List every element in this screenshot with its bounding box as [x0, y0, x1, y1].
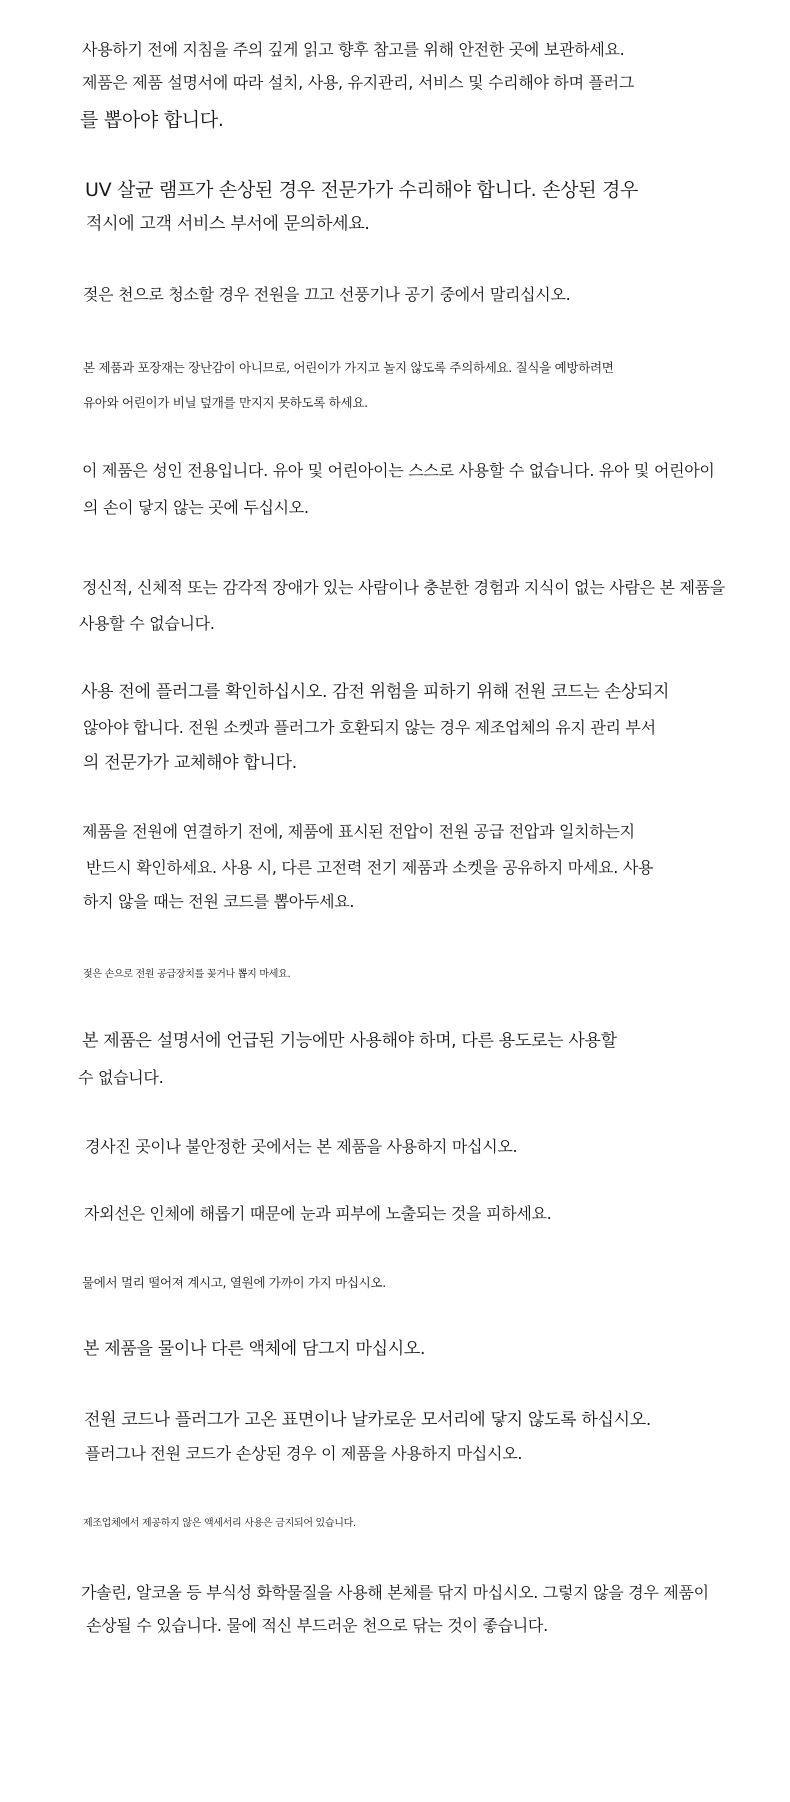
- paragraph-11-line-1: 경사진 곳이나 불안정한 곳에서는 본 제품을 사용하지 마십시오.: [85, 1137, 518, 1156]
- paragraph-1-line-1: 사용하기 전에 지침을 주의 깊게 읽고 향후 참고를 위해 안전한 곳에 보관하세요.: [82, 40, 625, 59]
- paragraph-4-line-2: 유아와 어린이가 비닐 덮개를 만지지 못하도록 하세요.: [83, 395, 368, 410]
- paragraph-3-line-1: 젖은 천으로 청소할 경우 전원을 끄고 선풍기나 공기 중에서 말리십시오.: [83, 285, 571, 304]
- paragraph-15-line-1: 전원 코드나 플러그가 고온 표면이나 날카로운 모서리에 닿지 않도록 하십시오.: [84, 1410, 651, 1430]
- paragraph-7-line-3: 의 전문가가 교체해야 합니다.: [83, 753, 297, 773]
- paragraph-8-line-3: 하지 않을 때는 전원 코드를 뽑아두세요.: [83, 892, 355, 911]
- paragraph-16-line-1: 제조업체에서 제공하지 않은 액세서리 사용은 금지되어 있습니다.: [83, 1518, 356, 1529]
- paragraph-9-line-1: 젖은 손으로 전원 공급장치를 꽂거나 뽑지 마세요.: [83, 969, 291, 980]
- paragraph-8-line-1: 제품을 전원에 연결하기 전에, 제품에 표시된 전압이 전원 공급 전압과 일치하는지: [82, 822, 635, 841]
- paragraph-1-line-2: 제품은 제품 설명서에 따라 설치, 사용, 유지관리, 서비스 및 수리해야 하며 플러그: [82, 73, 634, 92]
- paragraph-5-line-1: 이 제품은 성인 전용입니다. 유아 및 어린아이는 스스로 사용할 수 없습니다. 유아 및 어린아이: [82, 461, 715, 480]
- paragraph-1-line-3: 를 뽑아야 합니다.: [80, 109, 224, 131]
- paragraph-17-line-2: 손상될 수 있습니다. 물에 적신 부드러운 천으로 닦는 것이 좋습니다.: [86, 1616, 548, 1635]
- paragraph-13-line-1: 물에서 멀리 떨어져 계시고, 열원에 가까이 가지 마십시오.: [82, 1275, 386, 1290]
- paragraph-5-line-2: 의 손이 닿지 않는 곳에 두십시오.: [83, 498, 309, 517]
- paragraph-17-line-1: 가솔린, 알코올 등 부식성 화학물질을 사용해 본체를 닦지 마십시오. 그렇지 않을 경우 제품이: [81, 1583, 709, 1602]
- paragraph-4-line-1: 본 제품과 포장재는 장난감이 아니므로, 어린이가 가지고 놀지 않도록 주의하세요. 질식을 예방하려면: [83, 360, 614, 375]
- paragraph-7-line-2: 않아야 합니다. 전원 소켓과 플러그가 호환되지 않는 경우 제조업체의 유지 관리 부서: [83, 718, 656, 737]
- paragraph-15-line-2: 플러그나 전원 코드가 손상된 경우 이 제품을 사용하지 마십시오.: [85, 1444, 523, 1463]
- paragraph-14-line-1: 본 제품을 물이나 다른 액체에 담그지 마십시오.: [83, 1339, 426, 1359]
- paragraph-6-line-1: 정신적, 신체적 또는 감각적 장애가 있는 사람이나 충분한 경험과 지식이 없는 사람은 본 제품을: [82, 578, 725, 597]
- paragraph-10-line-2: 수 없습니다.: [78, 1068, 164, 1087]
- paragraph-8-line-2: 반드시 확인하세요. 사용 시, 다른 고전력 전기 제품과 소켓을 공유하지 마세요. 사용: [86, 858, 654, 877]
- paragraph-6-line-2: 사용할 수 없습니다.: [79, 614, 215, 633]
- paragraph-12-line-1: 자외선은 인체에 해롭기 때문에 눈과 피부에 노출되는 것을 피하세요.: [84, 1204, 552, 1223]
- paragraph-10-line-1: 본 제품은 설명서에 언급된 기능에만 사용해야 하며, 다른 용도로는 사용할: [82, 1031, 617, 1051]
- paragraph-2-line-1: UV 살균 램프가 손상된 경우 전문가가 수리해야 합니다. 손상된 경우: [85, 179, 639, 201]
- paragraph-7-line-1: 사용 전에 플러그를 확인하십시오. 감전 위험을 피하기 위해 전원 코드는 손상되지: [81, 682, 670, 702]
- paragraph-2-line-2: 적시에 고객 서비스 부서에 문의하세요.: [86, 214, 370, 234]
